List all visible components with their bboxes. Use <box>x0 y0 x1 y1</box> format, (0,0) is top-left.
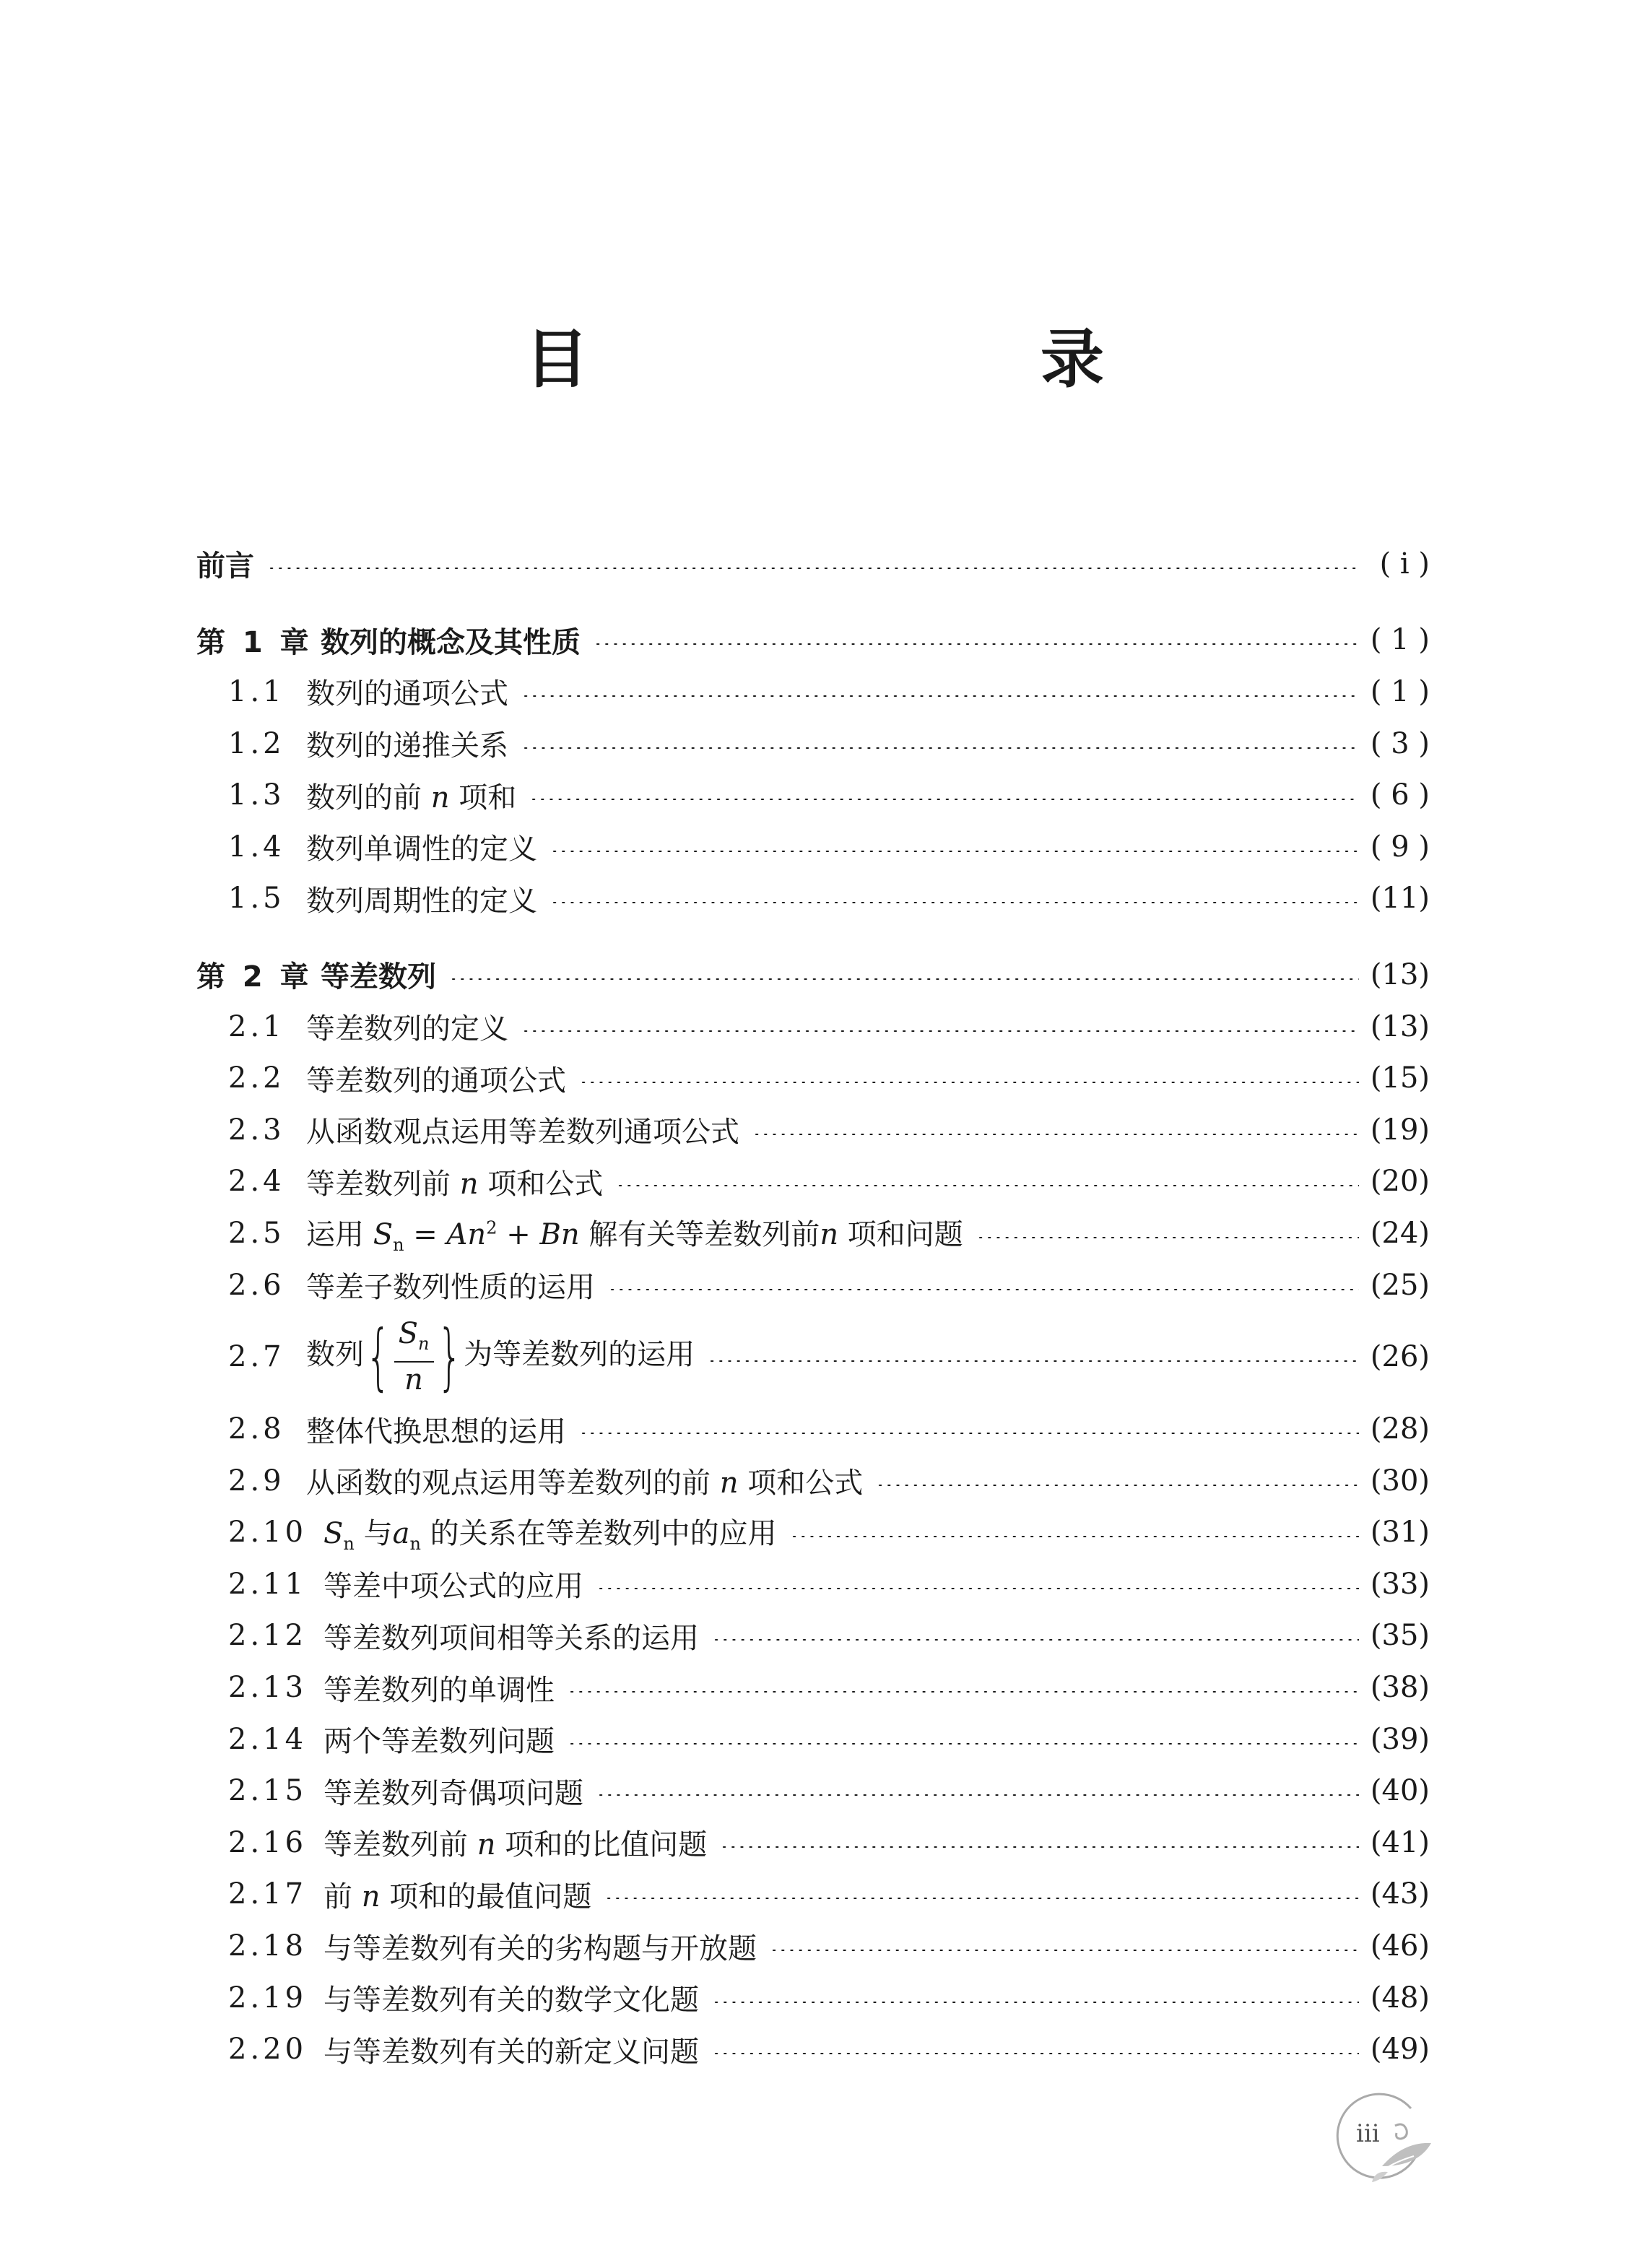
toc-number: 2.3 <box>228 1113 285 1147</box>
toc-number: 2.20 <box>228 2033 308 2067</box>
toc-entry-2-6[interactable] <box>196 1259 1430 1311</box>
toc-entry-2-3[interactable] <box>196 1104 1430 1156</box>
toc-label-part: 项和的最值问题 <box>389 1880 592 1913</box>
toc-number: 2.17 <box>228 1877 308 1911</box>
leader-dots <box>550 851 1359 852</box>
toc-number: 2.18 <box>228 1929 308 1963</box>
toc-entry-chapter-2[interactable] <box>196 949 1430 1001</box>
toc-number: 2.4 <box>228 1165 285 1199</box>
toc-number: 第 2 章 <box>196 960 313 994</box>
toc-page: ( 9 ) <box>1370 830 1430 864</box>
leader-dots <box>521 1030 1359 1032</box>
toc-entry-1-4[interactable] <box>196 821 1430 873</box>
toc-page: (43) <box>1370 1877 1430 1911</box>
leader-dots <box>876 1485 1359 1486</box>
math-fraction <box>394 1318 434 1396</box>
toc-label-part: 等差数列前 <box>323 1828 468 1862</box>
toc-label-part: 的关系在等差数列中的应用 <box>430 1517 777 1551</box>
toc-page: (28) <box>1370 1412 1430 1446</box>
toc-entry-2-12[interactable] <box>196 1610 1430 1662</box>
toc-page: ( 6 ) <box>1370 778 1430 812</box>
toc-number: 2.8 <box>228 1412 285 1446</box>
toc-label: 等差数列的通项公式 <box>306 1064 566 1098</box>
fraction-denominator: n <box>404 1363 423 1397</box>
toc-label: 数列的通项公式 <box>306 677 508 711</box>
leader-dots <box>579 1433 1359 1434</box>
math-variable: n <box>361 1880 381 1913</box>
toc-label: 数列单调性的定义 <box>306 833 537 866</box>
toc-label: 等差数列的定义 <box>306 1012 508 1046</box>
math-variable: n <box>459 1167 479 1201</box>
leader-dots <box>267 568 1359 569</box>
toc-entry-2-9[interactable] <box>196 1455 1430 1507</box>
toc-label-part: 等差数列前 <box>306 1167 451 1201</box>
toc-number: 2.11 <box>228 1567 308 1601</box>
toc-number: 2.5 <box>228 1216 285 1250</box>
toc-number: 2.2 <box>228 1061 285 1095</box>
right-brace: } <box>436 1314 462 1399</box>
leader-dots <box>521 695 1359 697</box>
toc-label-part: 前 <box>323 1880 352 1913</box>
left-brace: { <box>365 1314 391 1399</box>
toc-entry-chapter-1[interactable] <box>196 614 1430 666</box>
math-operator: + <box>497 1217 540 1251</box>
toc-entry-2-4[interactable] <box>196 1156 1430 1208</box>
toc-number: 1.4 <box>228 830 285 864</box>
toc-entry-2-17[interactable] <box>196 1869 1430 1921</box>
toc-page: (13) <box>1370 957 1430 991</box>
toc-label <box>306 1314 695 1399</box>
toc-number: 2.6 <box>228 1268 285 1302</box>
toc-entry-2-8[interactable] <box>196 1403 1430 1455</box>
toc-entry-2-10[interactable] <box>196 1507 1430 1559</box>
toc-entry-2-14[interactable] <box>196 1713 1430 1765</box>
toc-page: (40) <box>1370 1774 1430 1808</box>
math-variable: An <box>446 1217 487 1251</box>
toc-number: 2.19 <box>228 1981 308 2015</box>
toc-label: 等差数列的单调性 <box>323 1673 555 1707</box>
toc-label-part: 项和的比值问题 <box>505 1828 708 1862</box>
toc-entry-1-5[interactable] <box>196 873 1430 925</box>
leader-dots <box>596 1588 1359 1589</box>
toc-label-part: 项和 <box>459 781 517 814</box>
toc-label-part: 与 <box>363 1517 393 1551</box>
toc-label-part: 项和公式 <box>487 1167 604 1201</box>
toc-number: 2.7 <box>228 1340 285 1374</box>
toc-label: 等差数列奇偶项问题 <box>323 1776 583 1810</box>
toc-entry-2-15[interactable] <box>196 1765 1430 1817</box>
toc-label: 等差子数列性质的运用 <box>306 1271 595 1305</box>
toc-label: 等差中项公式的应用 <box>323 1570 583 1604</box>
toc-label: 前言 <box>196 549 254 583</box>
folio-ornament-icon <box>1326 2080 1434 2188</box>
toc-label: 从函数观点运用等差数列通项公式 <box>306 1116 739 1150</box>
toc-number: 2.9 <box>228 1464 285 1498</box>
toc-entry-2-7[interactable] <box>196 1311 1430 1403</box>
toc-page: (26) <box>1370 1340 1430 1374</box>
fraction-numerator <box>394 1318 434 1363</box>
leader-dots <box>604 1898 1359 1899</box>
toc-page: (49) <box>1370 2033 1430 2067</box>
toc-page: (41) <box>1370 1825 1430 1859</box>
leader-dots <box>616 1185 1359 1186</box>
toc-page: (46) <box>1370 1929 1430 1963</box>
toc-page: (30) <box>1370 1464 1430 1498</box>
toc-page: (33) <box>1370 1567 1430 1601</box>
math-variable: Bn <box>539 1217 580 1251</box>
leader-dots <box>708 1360 1359 1362</box>
math-operator: = <box>404 1217 447 1251</box>
toc-entry-2-5[interactable] <box>196 1207 1430 1259</box>
math-variable: S <box>373 1217 394 1251</box>
toc-label-part: 解有关等差数列前 <box>588 1217 820 1251</box>
toc-label-part: 为等差数列的运用 <box>464 1338 695 1372</box>
toc-label: 数列的概念及其性质 <box>321 625 581 659</box>
math-variable: n <box>820 1217 839 1251</box>
toc-label <box>323 1511 777 1554</box>
math-variable: a <box>392 1517 410 1551</box>
math-superscript: 2 <box>486 1217 498 1238</box>
math-variable: n <box>477 1828 496 1862</box>
toc-label <box>306 1460 863 1501</box>
toc-number: 1.2 <box>228 726 285 760</box>
toc-label-part: 数列的前 <box>306 781 422 814</box>
toc-label-part: 项和公式 <box>747 1467 864 1500</box>
leader-dots <box>770 1950 1359 1951</box>
math-variable: n <box>430 781 450 814</box>
leader-dots <box>568 1691 1359 1693</box>
toc-page: (24) <box>1370 1216 1430 1250</box>
toc-page: (25) <box>1370 1268 1430 1302</box>
leader-dots <box>521 747 1359 749</box>
toc-number: 第 1 章 <box>196 625 313 659</box>
toc-page: ( 1 ) <box>1370 674 1430 708</box>
leader-dots <box>596 1794 1359 1796</box>
toc-label: 与等差数列有关的新定义问题 <box>323 2035 699 2069</box>
page-number: iii <box>1356 2119 1380 2148</box>
toc-number: 2.10 <box>228 1516 308 1550</box>
toc-entry-2-18[interactable] <box>196 1920 1430 1972</box>
math-variable: S <box>323 1517 344 1551</box>
leader-dots <box>579 1082 1359 1083</box>
toc-label: 两个等差数列问题 <box>323 1725 555 1759</box>
toc-entry-1-1[interactable] <box>196 666 1430 718</box>
toc-page: (35) <box>1370 1619 1430 1653</box>
toc-number: 2.14 <box>228 1722 308 1756</box>
toc-entry-1-2[interactable] <box>196 718 1430 770</box>
toc-entry-2-2[interactable] <box>196 1052 1430 1104</box>
toc-entry-2-1[interactable] <box>196 1001 1430 1053</box>
toc-label <box>306 775 516 816</box>
table-of-contents <box>196 538 1430 2075</box>
math-subscript: n <box>409 1534 421 1555</box>
toc-page: ( ⅰ ) <box>1379 547 1430 581</box>
toc-page: (19) <box>1370 1113 1430 1147</box>
leader-dots <box>529 799 1359 800</box>
toc-number: 2.13 <box>228 1671 308 1705</box>
math-subscript: n <box>418 1334 430 1355</box>
toc-label: 与等差数列有关的劣构题与开放题 <box>323 1932 757 1965</box>
toc-label: 数列的递推关系 <box>306 729 508 763</box>
math-subscript: n <box>393 1234 404 1255</box>
toc-label <box>306 1212 963 1255</box>
toc-label <box>323 1874 591 1915</box>
toc-entry-2-16[interactable] <box>196 1817 1430 1869</box>
toc-label: 等差数列项间相等关系的运用 <box>323 1621 699 1655</box>
math-variable: S <box>398 1317 419 1351</box>
toc-page: (31) <box>1370 1516 1430 1550</box>
toc-page: (38) <box>1370 1671 1430 1705</box>
toc-number: 1.5 <box>228 882 285 916</box>
leader-dots <box>976 1237 1359 1238</box>
math-variable: n <box>719 1467 739 1500</box>
toc-number: 1.3 <box>228 778 285 812</box>
toc-entry-2-19[interactable] <box>196 1972 1430 2024</box>
toc-label: 整体代换思想的运用 <box>306 1415 566 1448</box>
toc-number: 2.12 <box>228 1619 308 1653</box>
leader-dots <box>550 902 1359 903</box>
leader-dots <box>752 1134 1359 1135</box>
toc-label: 等差数列 <box>321 960 436 994</box>
leader-dots <box>608 1289 1359 1290</box>
leader-dots <box>720 1846 1359 1848</box>
leader-dots <box>712 2002 1359 2003</box>
toc-label-part: 数列 <box>306 1338 364 1372</box>
leader-dots <box>449 978 1359 980</box>
toc-number: 2.16 <box>228 1825 308 1859</box>
leader-dots <box>790 1536 1359 1537</box>
toc-page: (48) <box>1370 1981 1430 2015</box>
leader-dots <box>594 643 1359 645</box>
toc-label-part: 从函数的观点运用等差数列的前 <box>306 1467 711 1500</box>
leader-dots <box>712 2053 1359 2054</box>
toc-entry-2-13[interactable] <box>196 1661 1430 1713</box>
leader-dots <box>712 1639 1359 1641</box>
toc-page: (39) <box>1370 1722 1430 1756</box>
toc-page: ( 1 ) <box>1370 623 1430 657</box>
toc-page: (20) <box>1370 1165 1430 1199</box>
toc-label-part: 运用 <box>306 1217 364 1251</box>
toc-entry-2-20[interactable] <box>196 2023 1430 2075</box>
page-title: 目 录 <box>524 322 1212 396</box>
toc-page: ( 3 ) <box>1370 726 1430 760</box>
toc-page: (11) <box>1370 882 1430 916</box>
math-subscript: n <box>343 1534 355 1555</box>
toc-entry-1-3[interactable] <box>196 769 1430 821</box>
toc-number: 2.15 <box>228 1774 308 1808</box>
toc-page: (15) <box>1370 1061 1430 1095</box>
toc-entry-preface[interactable] <box>196 538 1430 590</box>
toc-number: 1.1 <box>228 674 285 708</box>
toc-number: 2.1 <box>228 1009 285 1043</box>
toc-label <box>306 1161 603 1202</box>
toc-entry-2-11[interactable] <box>196 1558 1430 1610</box>
toc-label: 与等差数列有关的数学文化题 <box>323 1984 699 2017</box>
toc-label: 数列周期性的定义 <box>306 884 537 918</box>
toc-label <box>323 1822 707 1863</box>
toc-page: (13) <box>1370 1009 1430 1043</box>
toc-label-part: 项和问题 <box>847 1217 963 1251</box>
leader-dots <box>568 1743 1359 1745</box>
